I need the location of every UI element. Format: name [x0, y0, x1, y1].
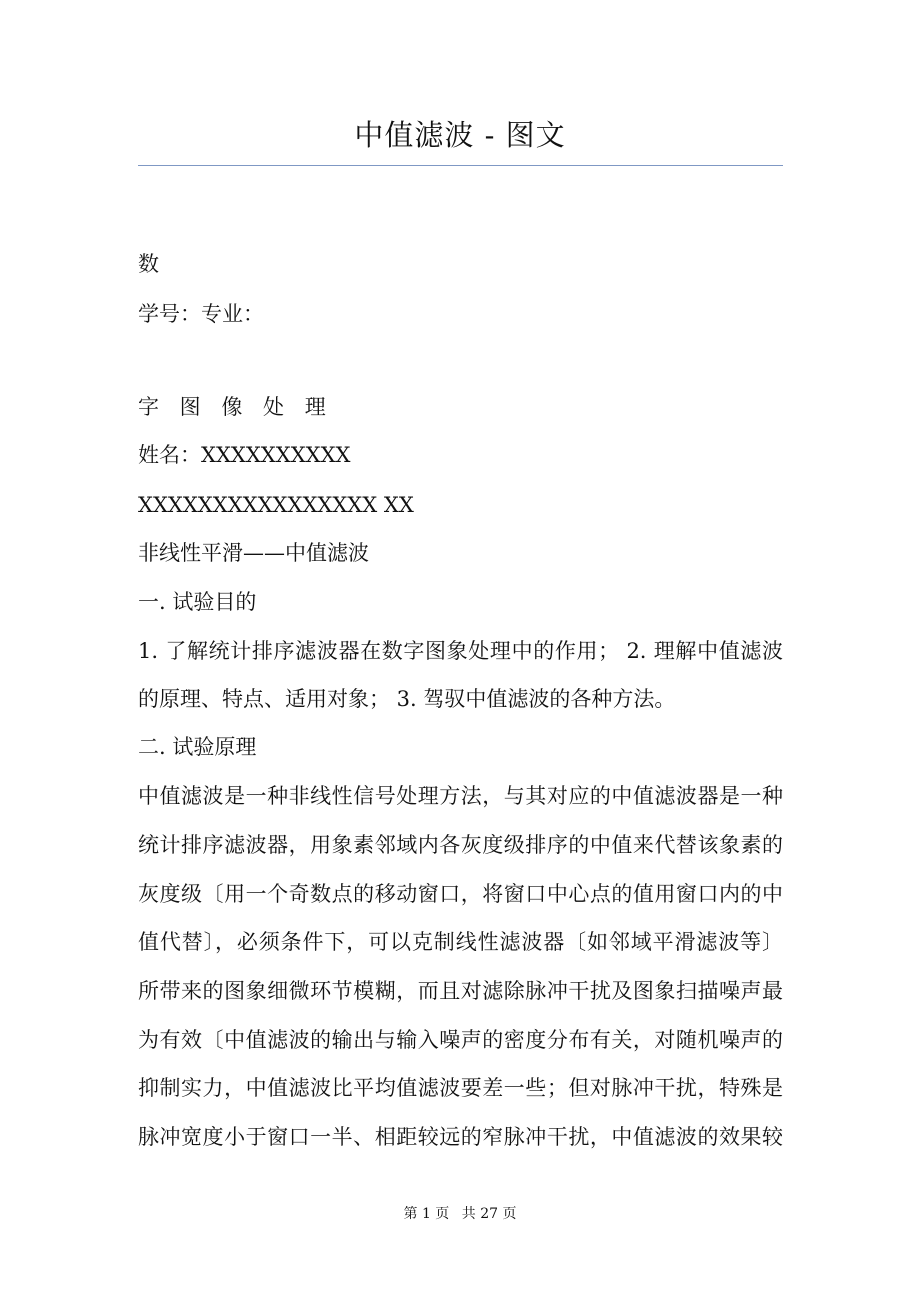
- body-line-placeholder: XXXXXXXXXXXXXXXX XX: [138, 493, 414, 517]
- objective-line: 的原理、特点、适用对象； 3. 驾驭中值滤波的各种方法。: [138, 687, 676, 711]
- title-divider: [138, 165, 783, 166]
- page-total: 共 27 页: [461, 1206, 517, 1222]
- principle-line: 统计排序滤波器，用象素邻域内各灰度级排序的中值来代替该象素的: [138, 833, 783, 857]
- section-heading-objective: 一. 试验目的: [138, 590, 257, 614]
- section-heading-principle: 二. 试验原理: [138, 735, 257, 759]
- objective-line: 1. 了解统计排序滤波器在数字图象处理中的作用； 2. 理解中值滤波: [138, 639, 783, 663]
- principle-line: 值代替〕，必须条件下，可以克制线性滤波器〔如邻域平滑滤波等〕: [138, 930, 783, 954]
- body-line-student-id-major: 学号：专业：: [138, 302, 264, 326]
- body-line-name: 姓名：XXXXXXXXXX: [138, 443, 351, 467]
- body-line-image-processing: 字 图 像 处 理: [138, 395, 333, 419]
- principle-line: 灰度级〔用一个奇数点的移动窗口，将窗口中心点的值用窗口内的中: [138, 882, 783, 906]
- body-line-topic: 非线性平滑——中值滤波: [138, 541, 369, 565]
- principle-line: 抑制实力，中值滤波比平均值滤波要差一些；但对脉冲干扰，特殊是: [138, 1076, 783, 1100]
- document-title: 中值滤波 - 图文: [354, 118, 566, 152]
- principle-line: 中值滤波是一种非线性信号处理方法，与其对应的中值滤波器是一种: [138, 784, 783, 808]
- principle-line: 脉冲宽度小于窗口一半、相距较远的窄脉冲干扰，中值滤波的效果较: [138, 1125, 783, 1149]
- page-number: 第 1 页: [403, 1206, 450, 1222]
- principle-line: 所带来的图象细微环节模糊，而且对滤除脉冲干扰及图象扫描噪声最: [138, 979, 783, 1003]
- page-footer: [0, 1204, 920, 1224]
- body-line-shu: 数: [138, 252, 159, 276]
- principle-line: 为有效〔中值滤波的输出与输入噪声的密度分布有关，对随机噪声的: [138, 1028, 783, 1052]
